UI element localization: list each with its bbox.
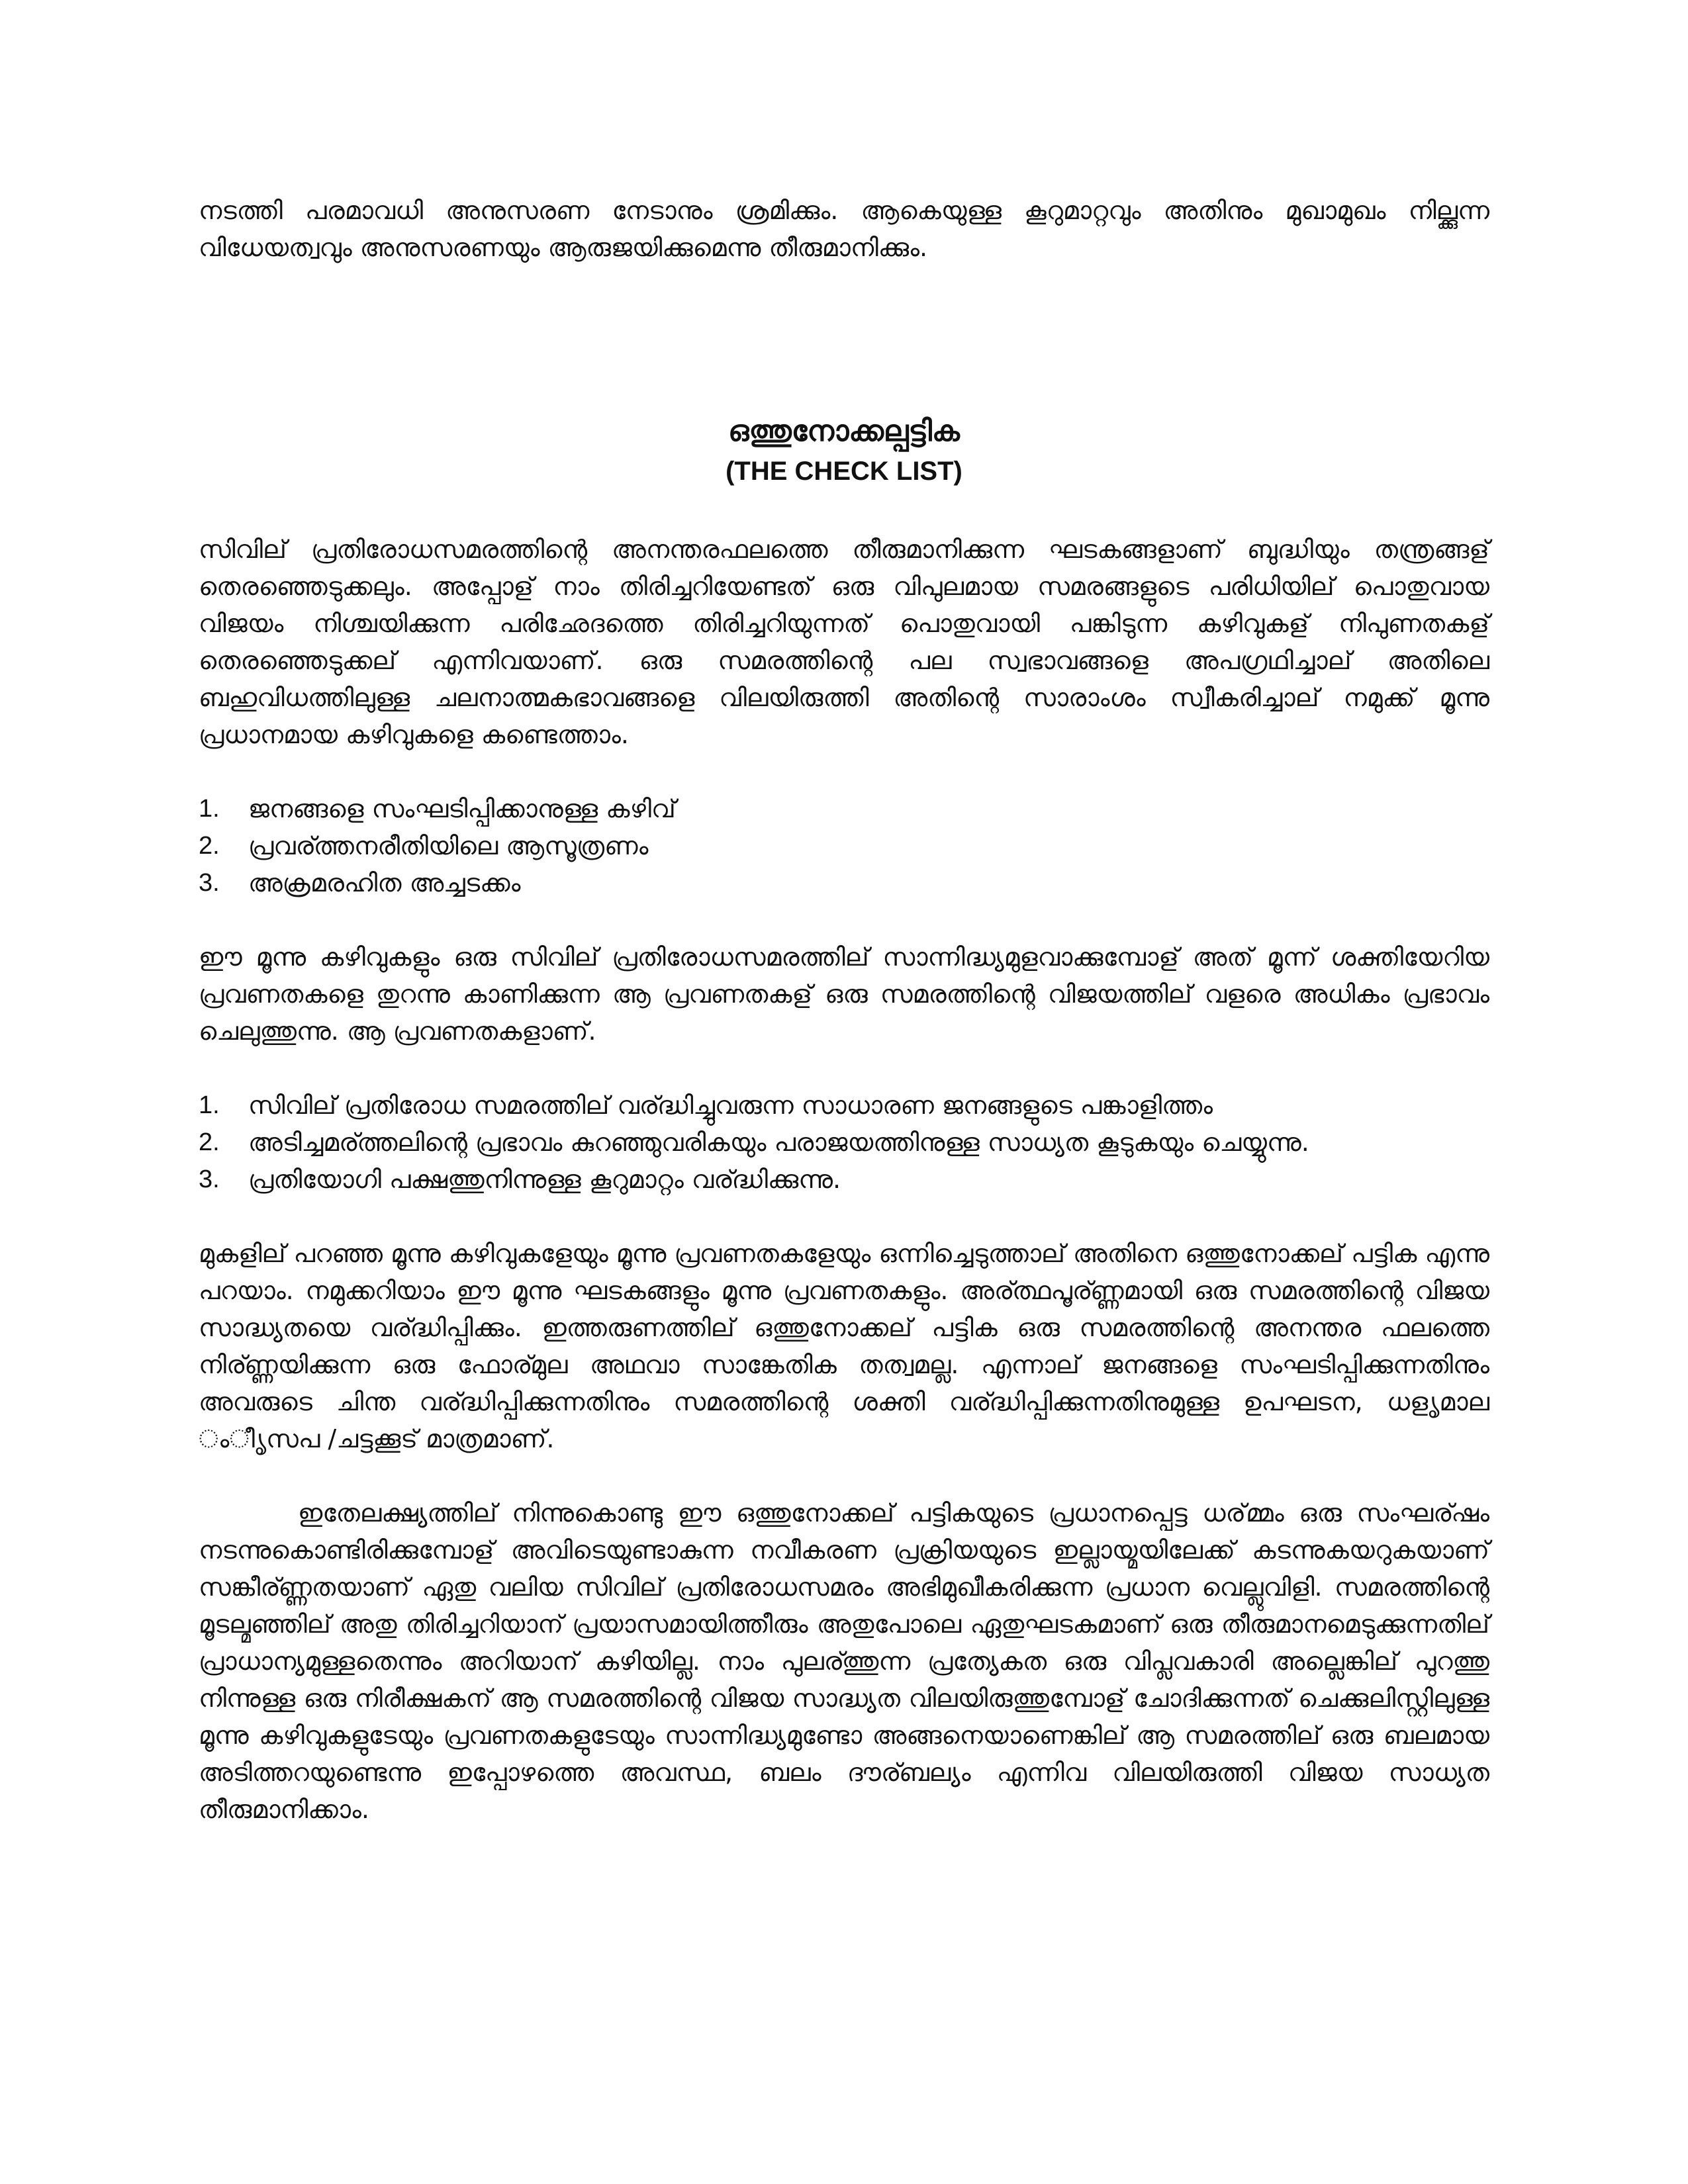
paragraph-4: ഇതേലക്ഷ്യത്തില് നിന്നുകൊണ്ടു ഈ ഒത്തുനോക്കല് പട്ടികയുടെ പ്രധാനപ്പെട്ട ധര്മ്മം ഒരു സംഘര്ഷം നടന്നുകൊണ്ടിരിക്കുമ്പോള് അവിടെയുണ്ടാകുന്ന നവീകരണ പ്രക്രിയയുടെ ഇല്ലായ്മയിലേക്ക് കടന്നുകയറുകയാണ് സങ്കീര്ണ്ണതയാണ് ഏതു വലിയ സിവില് പ്രതിരോധസമരം അഭിമുഖീകരിക്കുന്ന പ്രധാന വെല്ലുവിളി. സമരത്തിന്റെ മൂടല്മഞ്ഞില് അതു തിരിച്ചറിയാന് പ്രയാസമായിത്തീരും അതുപോലെ ഏതുഘടകമാണ് ഒരു തീരുമാനമെടുക്കുന്നതില് പ്രാധാന്യമുള്ളതെന്നും അറിയാന് കഴിയില്ല. നാം പുലര്ത്തുന്ന പ്രത്യേകത ഒരു വിപ്ലവകാരി അല്ലെങ്കില് പുറത്തു നിന്നുള്ള ഒരു നിരീക്ഷകന് ആ സമരത്തിന്റെ വിജയ സാദ്ധ്യത വിലയിരുത്തുമ്പോള് ചോദിക്കുന്നത് ചെക്കുലിസ്റ്റിലുള്ള മൂന്നു കഴിവുകളുടേയും പ്രവണതകളുടേയും സാന്നിദ്ധ്യമുണ്ടോ അങ്ങനെയാണെങ്കില് ആ സമരത്തില് ഒരു ബലമായ അടിത്തറയുണ്ടെന്നു ഇപ്പോഴത്തെ അവസ്ഥ, ബലം ദൗര്ബല്യം എന്നിവ വിലയിരുത്തി വിജയ സാധ്യത തീരുമാനിക്കാം. — [199, 1498, 1489, 1824]
section-heading — [199, 412, 1489, 491]
list-number: 1. — [199, 1091, 220, 1119]
list-item — [199, 1124, 1489, 1161]
section-title-english: (THE CHECK LIST) — [726, 457, 962, 486]
list-item-text: സിവില് പ്രതിരോധ സമരത്തില് വര്ദ്ധിച്ചുവരുന്ന സാധാരണ ജനങ്ങളുടെ പങ്കാളിത്തം — [248, 1091, 1213, 1120]
list-item — [199, 1087, 1489, 1124]
section-title: ഒത്തുനോക്കല്പട്ടിക — [728, 414, 960, 448]
list-item — [199, 1161, 1489, 1198]
intro-paragraph: നടത്തി പരമാവധി അനുസരണ നേടാനും ശ്രമിക്കും. ആകെയുള്ള കൂറുമാറ്റവും അതിനും മുഖാമുഖം നില്ക്കുന്ന വിധേയത്വവും അനുസരണയും ആരുജയിക്കുമെന്നു തീരുമാനിക്കും. — [199, 196, 1489, 262]
list-item-text: ജനങ്ങളെ സംഘടിപ്പിക്കാനുള്ള കഴിവ് — [248, 794, 676, 823]
list-number: 1. — [199, 795, 220, 823]
list-item-text: പ്രവര്ത്തനരീതിയിലെ ആസൂത്രണം — [248, 831, 649, 860]
list-number: 3. — [199, 1165, 220, 1193]
list-number: 2. — [199, 832, 220, 860]
list-item-text: അടിച്ചമര്ത്തലിന്റെ പ്രഭാവം കുറഞ്ഞുവരികയും പരാജയത്തിനുള്ള സാധ്യത കൂടുകയും ചെയ്യുന്നു. — [248, 1128, 1309, 1157]
list-item-text: പ്രതിയോഗി പക്ഷത്തുനിന്നുള്ള കൂറുമാറ്റം വര്ദ്ധിക്കുന്നു. — [248, 1165, 841, 1194]
list-item — [199, 864, 1489, 901]
list-number: 3. — [199, 869, 220, 897]
paragraph-1: സിവില് പ്രതിരോധസമരത്തിന്റെ അനന്തരഫലത്തെ തീരുമാനിക്കുന്ന ഘടകങ്ങളാണ് ബുദ്ധിയും തന്ത്രങ്ങള് തെരഞ്ഞെടുക്കലും. അപ്പോള് നാം തിരിച്ചറിയേണ്ടത് ഒരു വിപുലമായ സമരങ്ങളുടെ പരിധിയില് പൊതുവായ വിജയം നിശ്ചയിക്കുന്ന പരിഛേദത്തെ തിരിച്ചറിയുന്നത് പൊതുവായി പങ്കിടുന്ന കഴിവുകള് നിപുണതകള് തെരഞ്ഞെടുക്കല് എന്നിവയാണ്. ഒരു സമരത്തിന്റെ പല സ്വഭാവങ്ങളെ അപഗ്രഥിച്ചാല് അതിലെ ബഹുവിധത്തിലുള്ള ചലനാത്മകഭാവങ്ങളെ വിലയിരുത്തി അതിന്റെ സാരാംശം സ്വീകരിച്ചാല് നമുക്ക് മൂന്നു പ്രധാനമായ കഴിവുകളെ കണ്ടെത്താം. — [199, 535, 1489, 749]
capabilities-list — [199, 790, 1489, 901]
list-item-text: അക്രമരഹിത അച്ചടക്കം — [248, 868, 521, 897]
paragraph-3: മുകളില് പറഞ്ഞ മൂന്നു കഴിവുകളേയും മൂന്നു പ്രവണതകളേയും ഒന്നിച്ചെടുത്താല് അതിനെ ഒത്തുനോക്കല് പട്ടിക എന്നു പറയാം. നമുക്കറിയാം ഈ മൂന്നു ഘടകങ്ങളും മൂന്നു പ്രവണതകളും. അര്ത്ഥപൂര്ണ്ണമായി ഒരു സമരത്തിന്റെ വിജയ സാദ്ധ്യതയെ വര്ദ്ധിപ്പിക്കും. ഇത്തരുണത്തില് ഒത്തുനോക്കല് പട്ടിക ഒരു സമരത്തിന്റെ അനന്തര ഫലത്തെ നിര്ണ്ണയിക്കുന്ന ഒരു ഫോര്മുല അഥവാ സാങ്കേതിക തത്വമല്ല. എന്നാല് ജനങ്ങളെ സംഘടിപ്പിക്കുന്നതിനും അവരുടെ ചിന്ത വര്ദ്ധിപ്പിക്കുന്നതിനും സമരത്തിന്റെ ശക്തി വര്ദ്ധിപ്പിക്കുന്നതിനുമുള്ള ഉപഘടന, ധളൃമാല ംീൃസപ /ചട്ടക്കൂട് മാത്രമാണ്. — [199, 1239, 1489, 1453]
list-item — [199, 827, 1489, 864]
document-page — [199, 192, 1489, 1828]
paragraph-2: ഈ മൂന്നു കഴിവുകളും ഒരു സിവില് പ്രതിരോധസമരത്തില് സാന്നിദ്ധ്യമുളവാക്കുമ്പോള് അത് മൂന്ന് ശക്തിയേറിയ പ്രവണതകളെ തുറന്നു കാണിക്കുന്ന ആ പ്രവണതകള് ഒരു സമരത്തിന്റെ വിജയത്തില് വളരെ അധികം പ്രഭാവം ചെലുത്തുന്നു. ആ പ്രവണതകളാണ്. — [199, 942, 1489, 1046]
list-item — [199, 790, 1489, 827]
list-number: 2. — [199, 1128, 220, 1156]
trends-list — [199, 1087, 1489, 1198]
